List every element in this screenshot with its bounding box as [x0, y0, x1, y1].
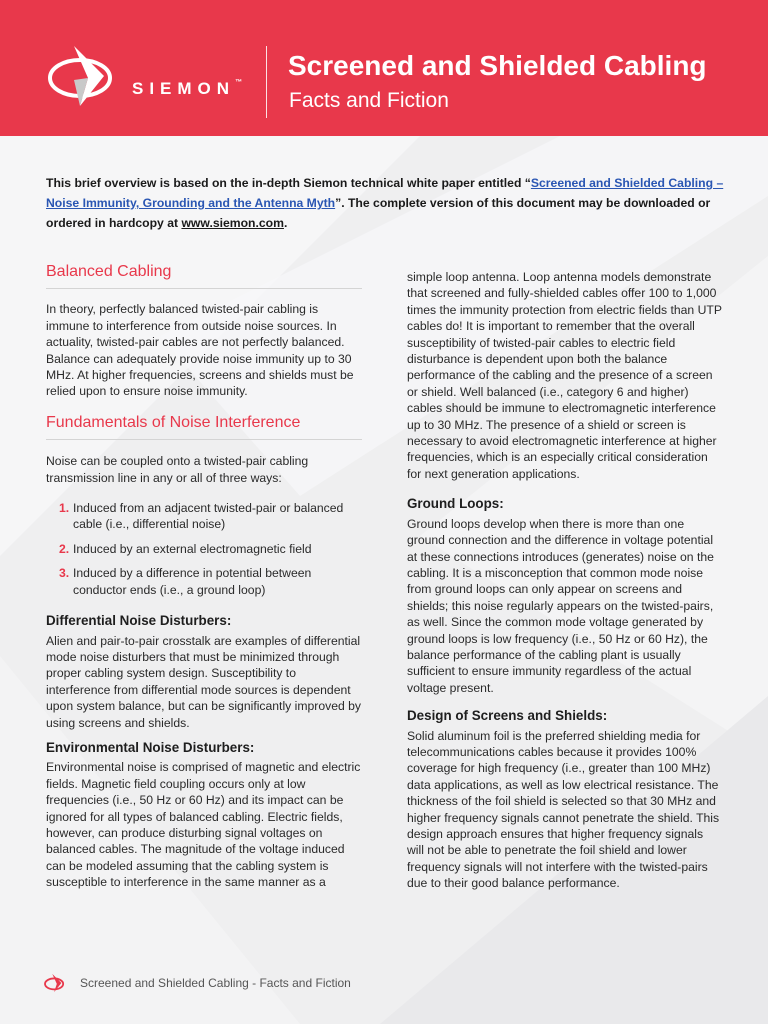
antenna-continuation-text: simple loop antenna. Loop antenna models demonstrate that screened and fully-shielded cables offer 100 to 1,000 times the immunity protection from electric fields than UTP cables do! It is important to remember that the overall susceptibility of twisted-pair cables to electric field disturbance is dependent upon both the balance performance of the cabling and the presence of a screen or shield. Well balanced (i.e., category 6 and higher) cables should be immune to electromagnetic interference up to 30 MHz. The presence of a shield or screen is necessary to avoid electromagnetic interference at higher frequencies, which is an especially critical consideration for next generation applications. — [407, 270, 722, 481]
white-paper-link[interactable]: Screened and Shielded Cabling – Noise Immunity, Grounding and the Antenna Myth — [46, 176, 724, 210]
list-item: 1. Induced from an adjacent twisted-pair or balanced cable (i.e., differential noise) — [59, 501, 344, 532]
document-title: Screened and Shielded Cabling — [288, 50, 707, 81]
list-item: 3. Induced by a difference in potential between conductor ends (i.e., a ground loop) — [59, 566, 312, 597]
intro-paragraph: This brief overview is based on the in-depth Siemon technical white paper entitled “Screened and Shielded Cabling – Noise Immunity, Grounding and the Antenna Myth”. The complete version of this document may be downloaded or ordered in hardcopy at www.siemon.com. — [46, 176, 724, 230]
differential-heading: Differential Noise Disturbers: — [46, 613, 232, 629]
left-column — [46, 264, 362, 891]
footer-logo-icon — [42, 973, 68, 993]
noise-causes-list — [46, 500, 362, 598]
differential-text: Alien and pair-to-pair crosstalk are examples of differential mode noise disturbers that must be minimized through proper cabling system design. Susceptibility to interference from differential mode sources is dependent upon system balance, but can be significantly improved by using screens and shields. — [46, 633, 362, 730]
balanced-cabling-heading: Balanced Cabling — [46, 264, 362, 289]
design-text: Solid aluminum foil is the preferred shielding media for telecommunications cables because it provides 100% coverage for high frequency (i.e., greater than 100 MHz) data applications, as well as low electrical resistance. The thickness of the foil shield is selected so that 30 MHz and higher frequency signals cannot penetrate the shield. This design approach ensures that higher frequency signals will not be able to penetrate the foil shield and lower frequency signals will not interfere with the twisted-pairs due to their good balance performance. — [407, 728, 720, 891]
document-subtitle: Facts and Fiction — [289, 89, 449, 112]
fundamentals-intro: Noise can be coupled onto a twisted-pair cabling transmission line in any or all of three ways: — [46, 454, 309, 485]
list-item: 2. Induced by an external electromagnetic field — [59, 541, 312, 556]
environmental-text: Environmental noise is comprised of magnetic and electric fields. Magnetic field coupling occurs only at low frequencies (i.e., 50 Hz or 60 Hz) and its impact can be ignored for all types of balanced cabling. Electric fields, however, can produce disturbing signal voltages on balanced cables. The magnitude of the voltage induced can be modeled assuming that the cabling system is susceptible to interference in the same manner as a — [46, 760, 361, 890]
siemon-website-link[interactable]: www.siemon.com — [181, 216, 284, 230]
header-banner — [0, 0, 768, 136]
ground-loops-heading: Ground Loops: — [407, 496, 504, 512]
design-heading: Design of Screens and Shields: — [407, 708, 608, 724]
balanced-cabling-text: In theory, perfectly balanced twisted-pair cabling is immune to interference from outside noise sources. In actuality, twisted-pair cables are not perfectly balanced. Balance can adequately provide noise immunity up to 30 MHz. At higher frequencies, screens and shields must be relied upon to ensure noise immunity. — [46, 302, 354, 399]
footer-text: Screened and Shielded Cabling - Facts and Fiction — [80, 976, 351, 990]
environmental-heading: Environmental Noise Disturbers: — [46, 739, 255, 755]
brand-wordmark: SIEMON™ — [132, 79, 243, 98]
fundamentals-heading: Fundamentals of Noise Interference — [46, 415, 362, 440]
right-column — [407, 269, 723, 892]
ground-loops-text: Ground loops develop when there is more than one ground connection and the difference in voltage potential at these connections introduces (generates) noise on the cabling. It is a misconception that common mode noise from ground loops can only appear on screens and shields; this noise regularly appears on the twisted-pairs, as well. Since the common mode voltage generated by ground loops is low frequency (i.e., 50 Hz or 60 Hz), the balance performance of the cabling plant is usually sufficient to ensure immunity regardless of the actual voltage present. — [407, 516, 714, 695]
header-divider — [266, 46, 267, 118]
siemon-logo-icon — [44, 40, 124, 110]
